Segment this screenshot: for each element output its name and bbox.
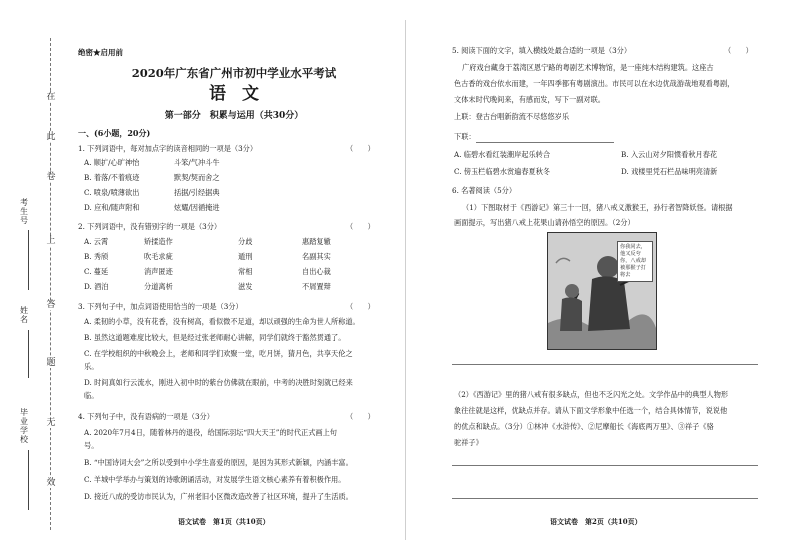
option-2d-2: 分道离析	[144, 282, 173, 291]
answer-line[interactable]	[452, 465, 758, 466]
option-3d: D. 时间真如行云流水，刚进入初中时的紫台仿佛就在眼前，中考的决胜时刻就已经来	[84, 378, 353, 387]
option-5d: D. 戏楼里凭石栏品味明亮清新	[621, 167, 718, 176]
name-field[interactable]	[28, 330, 29, 378]
question-6-1-line: （1）下图取材于《西游记》第三十一回，猪八戒义激猴王，孙行者智降妖怪。请根据	[462, 203, 733, 212]
option-2c-1: C. 蔓延	[84, 267, 109, 276]
option-2a-3: 分歧	[238, 237, 253, 246]
school-field[interactable]	[28, 450, 29, 510]
confidential-mark: 绝密★启用前	[78, 48, 123, 57]
option-2d-4: 不屑置辩	[302, 282, 331, 291]
option-4b: B. “中国诗词大会”之所以受到中小学生喜爱的原因，是因为其形式新颖，内涵丰富。	[84, 458, 353, 467]
option-2d-1: D. 酒泊	[84, 282, 109, 291]
option-3b: B. 虽然这道题难度比较大，但是经过张老师耐心讲解，同学们就终于豁然贯通了。	[84, 333, 346, 342]
exam-page-2	[414, 0, 794, 560]
option-2c-2: 消声匿迹	[144, 267, 173, 276]
question-6-2-line: 象往往就是这样，优缺点并存。请从下面文学形象中任选一个，结合具体情节，说说他	[454, 406, 728, 415]
answer-line[interactable]	[452, 498, 758, 499]
option-1d-1: D. 应和/随声附和	[84, 203, 140, 212]
question-6-2-line: 驼祥子》	[454, 438, 483, 447]
seal-char: 答	[46, 300, 56, 310]
binding-margin	[0, 0, 78, 560]
couplet-answer-line[interactable]	[476, 142, 614, 143]
school-label: 毕业学校	[20, 408, 28, 444]
exam-number-field[interactable]	[28, 230, 29, 290]
option-3c: C. 在学校组织的中秋晚会上，老师和同学们欢聚一堂，吃月饼，猜月色，共享天伦之	[84, 349, 353, 358]
question-1-stem: 1. 下列词语中，每对加点字的读音相同的一项是（3分）	[78, 144, 258, 153]
page-divider	[405, 20, 406, 540]
page-footer: 语文试卷 第2页（共10页）	[550, 517, 642, 526]
option-1b-2: 默契/契而舍之	[174, 173, 220, 182]
seal-char: 效	[46, 478, 56, 488]
seal-char: 在	[46, 92, 56, 102]
couplet-upper: 上联：登古台唱新韵流不尽悠悠岁乐	[454, 112, 570, 121]
page-footer: 语文试卷 第1页（共10页）	[178, 517, 270, 526]
illustration-caption: 你我同去，他又反夸你，八戒却被那猴子打将去	[617, 241, 653, 282]
option-3a: A. 柔韧的小草，没有花香，没有树高，看似微不足道，却以顽强的生命为世人所称道。	[84, 317, 360, 326]
seal-char: 卷	[46, 172, 56, 182]
subject-title: 语文	[209, 84, 275, 104]
option-1c-1: C. 喷泉/喷薄欲出	[84, 188, 140, 197]
option-1a-1: A. 顺扩/心旷神怡	[84, 158, 140, 167]
option-2a-1: A. 云霄	[84, 237, 109, 246]
answer-paren[interactable]: （ ）	[346, 144, 375, 153]
option-5a: A. 临碧水看红装潮岸起乐转合	[454, 150, 551, 159]
passage-line: 文体末时代晚间来，有感而发，写下一副对联。	[454, 95, 605, 104]
option-2b-3: 遁刑	[238, 252, 253, 261]
answer-paren[interactable]: （ ）	[346, 222, 375, 231]
journey-west-illustration	[547, 232, 657, 350]
exam-title: 2020年广东省广州市初中学业水平考试	[131, 66, 337, 80]
option-2a-4: 惠踏复辙	[302, 237, 331, 246]
question-6-stem: 6. 名著阅读（5分）	[452, 186, 517, 195]
question-6-2-line: 的优点和缺点。（3分）①林冲《水浒传》、②尼摩船长《海底两万里》、③祥子《骆	[454, 422, 714, 431]
seal-char: 上	[46, 236, 56, 246]
answer-line[interactable]	[452, 364, 758, 365]
option-4d: D. 接近八成的受访市民认为，广州老旧小区微改造改善了社区环境，提升了生活质。	[84, 492, 353, 501]
option-4a-cont: 号。	[84, 441, 99, 450]
option-4a: A. 2020年7月4日，随着林丹的退役，给国际羽坛“四大天王”的时代正式画上句	[84, 428, 337, 437]
part-heading: 一、(6小题，20分)	[78, 128, 151, 138]
seal-char: 无	[46, 418, 56, 428]
seal-dashed-line	[50, 38, 51, 530]
answer-paren[interactable]: （ ）	[346, 412, 375, 421]
question-4-stem: 4. 下列句子中，没有语病的一项是（3分）	[78, 412, 214, 421]
answer-paren[interactable]: （ ）	[724, 46, 753, 55]
seal-char: 此	[46, 132, 56, 142]
exam-number-label: 考生号	[20, 198, 28, 225]
name-label: 姓名	[20, 306, 28, 324]
passage-line: 广府戏台藏身于荔湾区恩宁路的粤剧艺术博物馆，是一座纯木结构建筑。这座古	[462, 63, 714, 72]
question-6-2-line: （2）《西游记》里的猪八戒有很多缺点，但也不乏闪光之处。文学作品中的典型人物形	[454, 390, 729, 399]
option-2b-2: 吹毛求疵	[144, 252, 173, 261]
option-4c: C. 羊城中学举办与策划的诗歌朗诵活动，对发展学生语文核心素养有着积极作用。	[84, 475, 346, 484]
couplet-lower-label: 下联：	[454, 132, 476, 141]
option-2a-2: 矫揉造作	[144, 237, 173, 246]
option-2b-4: 名副其实	[302, 252, 331, 261]
seal-char: 题	[46, 358, 56, 368]
option-1c-2: 括据/引经据典	[174, 188, 220, 197]
question-6-1-line: 画面提示，写出猪八戒上花果山请孙悟空的原因。（2分）	[454, 218, 635, 227]
question-5-stem: 5. 阅读下面的文字，填入横线处最合适的一项是（3分）	[452, 46, 632, 55]
option-2d-3: 滋发	[238, 282, 253, 291]
option-2c-4: 自出心裁	[302, 267, 331, 276]
option-1b-1: B. 着落/不着痕迹	[84, 173, 140, 182]
option-3c-cont: 乐。	[84, 362, 99, 371]
option-2b-1: B. 秀颀	[84, 252, 109, 261]
option-5b: B. 入云山对夕阳惯看秋月春花	[621, 150, 718, 159]
option-2c-3: 常相	[238, 267, 253, 276]
option-1d-2: 炫耀/因循掩进	[174, 203, 220, 212]
option-1a-2: 斗笨/气冲斗牛	[174, 158, 220, 167]
option-5c: C. 傍玉栏临碧水赏遍春夏秋冬	[454, 167, 551, 176]
option-3d-cont: 临。	[84, 391, 99, 400]
passage-line: 色古香的戏台依水而建，一年四季都有粤剧演出。市民可以在水边优哉游哉地观看粤剧，	[454, 79, 735, 88]
section-heading: 第一部分 积累与运用（共30分）	[164, 111, 304, 121]
question-3-stem: 3. 下列句子中，加点词语使用恰当的一项是（3分）	[78, 302, 243, 311]
answer-paren[interactable]: （ ）	[346, 302, 375, 311]
question-2-stem: 2. 下列词语中，没有错别字的一项是（3分）	[78, 222, 222, 231]
